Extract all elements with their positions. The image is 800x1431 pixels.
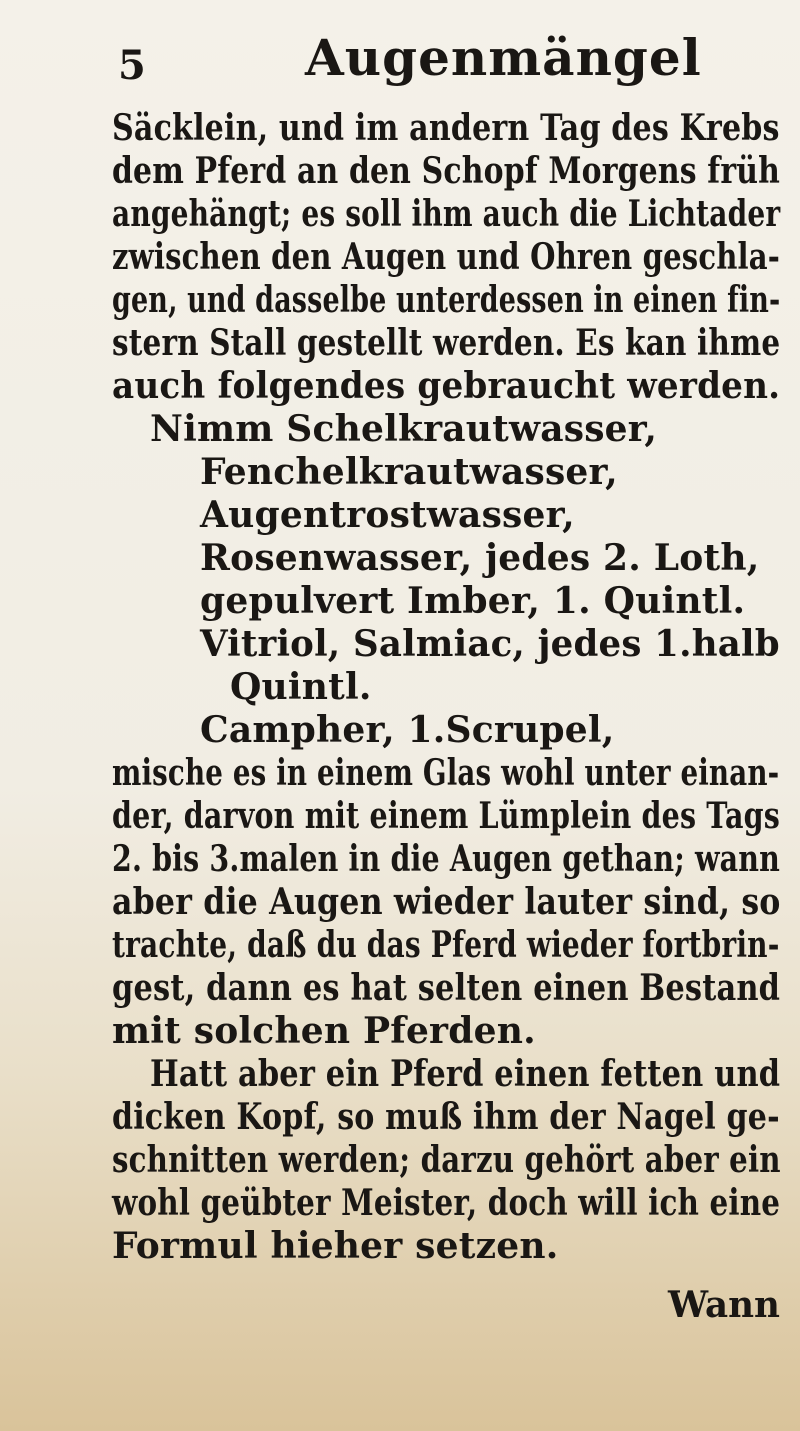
text-line: gest, dann es hat selten einen Bestand [112,967,781,1009]
catchword: Wann [668,1284,780,1326]
text-line: zwischen den Augen und Ohren geschla- [112,236,780,278]
text-line: mische es in einem Glas wohl unter einan- [112,752,780,794]
text-line: wohl geübter Meister, doch will ich eine [112,1182,781,1224]
text-line: Säcklein, und im andern Tag des Krebs [112,107,780,149]
running-title: Augenmängel [305,28,702,87]
text-line: Formul hieher setzen. [112,1225,559,1267]
text-line: angehängt; es soll ihm auch die Lichtader [112,193,781,235]
text-line: trachte, daß du das Pferd wieder fortbrin- [112,924,780,966]
recipe-line: Campher, 1.Scrupel, [200,709,615,751]
text-line: dem Pferd an den Schopf Morgens früh [112,150,781,192]
recipe-line: Fenchelkrautwasser, [200,451,618,493]
text-line: dicken Kopf, so muß ihm der Nagel ge- [112,1096,780,1138]
text-line: aber die Augen wieder lauter sind, so [112,881,781,923]
recipe-line: Augentrostwasser, [200,494,575,536]
recipe-line: Vitriol, Salmiac, jedes 1.halb [200,623,780,665]
recipe-line: Nimm Schelkrautwasser, [150,408,658,450]
text-line: stern Stall gestellt werden. Es kan ihme [112,322,781,364]
text-line: auch folgendes gebraucht werden. [112,365,781,407]
page-header [0,28,800,88]
text-line: der, darvon mit einem Lümplein des Tags [112,795,780,837]
recipe-line: Quintl. [230,666,372,708]
text-line: mit solchen Pferden. [112,1010,536,1052]
text-line: schnitten werden; darzu gehört aber ein [112,1139,781,1181]
recipe-line: gepulvert Imber, 1. Quintl. [200,580,746,622]
page-number: 5 [118,42,146,89]
text-line: Hatt aber ein Pferd einen fetten und [150,1053,781,1095]
text-line: gen, und dasselbe unterdessen in einen fin- [112,279,781,321]
text-line: 2. bis 3.malen in die Augen gethan; wann [112,838,780,880]
recipe-line: Rosenwasser, jedes 2. Loth, [200,537,760,579]
